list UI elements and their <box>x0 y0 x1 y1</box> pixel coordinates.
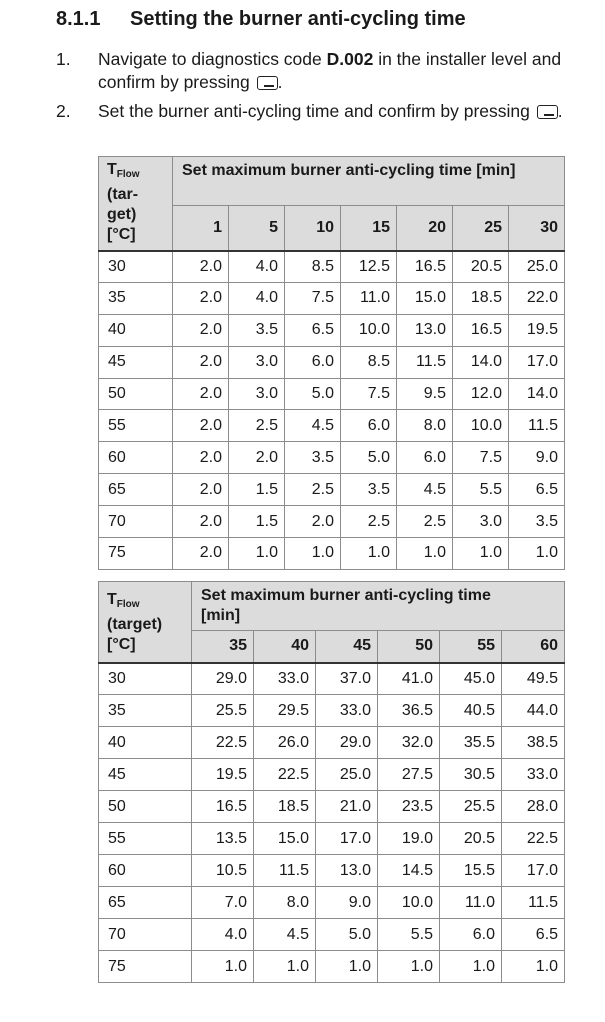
time-value-cell: 5.5 <box>453 474 509 506</box>
header-line: (target) <box>107 616 163 633</box>
step-text-part: Navigate to diagnostics code <box>98 49 327 69</box>
flow-temperature-cell: 35 <box>99 695 192 727</box>
flow-temperature-cell: 35 <box>99 282 173 314</box>
time-value-cell: 1.0 <box>316 951 378 983</box>
time-value-cell: 5.0 <box>341 442 397 474</box>
flow-temperature-cell: 75 <box>99 538 173 570</box>
time-value-cell: 25.0 <box>509 251 565 283</box>
table-row <box>99 538 565 570</box>
header-sub: Flow <box>116 599 140 610</box>
time-value-cell: 4.5 <box>254 919 316 951</box>
anti-cycling-table-1 <box>98 156 565 570</box>
time-value-cell: 10.0 <box>341 314 397 346</box>
time-value-cell: 16.5 <box>192 791 254 823</box>
time-value-cell: 7.5 <box>453 442 509 474</box>
time-value-cell: 13.5 <box>192 823 254 855</box>
time-value-cell: 5.0 <box>316 919 378 951</box>
column-header: 5 <box>229 206 285 251</box>
section-title: Setting the burner anti-cycling time <box>130 8 466 30</box>
table-row <box>99 759 565 791</box>
time-value-cell: 9.0 <box>509 442 565 474</box>
column-header: 1 <box>173 206 229 251</box>
time-value-cell: 8.5 <box>341 346 397 378</box>
time-value-cell: 14.5 <box>378 855 440 887</box>
time-value-cell: 20.5 <box>440 823 502 855</box>
time-value-cell: 2.0 <box>173 251 229 283</box>
table-row <box>99 727 565 759</box>
time-value-cell: 40.5 <box>440 695 502 727</box>
time-value-cell: 33.0 <box>502 759 565 791</box>
time-value-cell: 6.0 <box>341 410 397 442</box>
time-value-cell: 6.0 <box>285 346 341 378</box>
confirm-button-icon <box>537 105 558 119</box>
time-value-cell: 36.5 <box>378 695 440 727</box>
anti-cycling-time-header: Set maximum burner anti-cycling time [min] <box>173 157 565 206</box>
time-value-cell: 2.0 <box>285 506 341 538</box>
step-2 <box>56 100 596 123</box>
time-value-cell: 29.0 <box>192 663 254 695</box>
column-header: 15 <box>341 206 397 251</box>
time-value-cell: 8.0 <box>397 410 453 442</box>
step-number: 1. <box>56 49 71 69</box>
time-value-cell: 3.5 <box>229 314 285 346</box>
flow-temperature-cell: 55 <box>99 823 192 855</box>
table-row <box>99 410 565 442</box>
time-value-cell: 22.5 <box>254 759 316 791</box>
header-line: [min] <box>201 607 241 624</box>
time-value-cell: 29.5 <box>254 695 316 727</box>
time-value-cell: 11.5 <box>397 346 453 378</box>
time-value-cell: 2.5 <box>229 410 285 442</box>
time-value-cell: 11.5 <box>509 410 565 442</box>
time-value-cell: 2.0 <box>173 378 229 410</box>
time-value-cell: 1.0 <box>254 951 316 983</box>
time-value-cell: 8.0 <box>254 887 316 919</box>
time-value-cell: 2.0 <box>229 442 285 474</box>
time-value-cell: 2.0 <box>173 282 229 314</box>
time-value-cell: 17.0 <box>316 823 378 855</box>
time-value-cell: 26.0 <box>254 727 316 759</box>
anti-cycling-table-2 <box>98 581 565 983</box>
time-value-cell: 2.0 <box>173 314 229 346</box>
table-row <box>99 474 565 506</box>
time-value-cell: 9.5 <box>397 378 453 410</box>
flow-temperature-cell: 70 <box>99 506 173 538</box>
table-row <box>99 251 565 283</box>
time-value-cell: 8.5 <box>285 251 341 283</box>
time-value-cell: 28.0 <box>502 791 565 823</box>
time-value-cell: 3.0 <box>453 506 509 538</box>
time-value-cell: 2.0 <box>173 442 229 474</box>
time-value-cell: 5.0 <box>285 378 341 410</box>
time-value-cell: 15.0 <box>254 823 316 855</box>
time-value-cell: 35.5 <box>440 727 502 759</box>
flow-temperature-cell: 65 <box>99 887 192 919</box>
time-value-cell: 1.0 <box>229 538 285 570</box>
time-value-cell: 1.0 <box>440 951 502 983</box>
time-value-cell: 3.5 <box>285 442 341 474</box>
time-value-cell: 12.5 <box>341 251 397 283</box>
table-row <box>99 506 565 538</box>
time-value-cell: 3.0 <box>229 378 285 410</box>
flow-temperature-cell: 65 <box>99 474 173 506</box>
table-row <box>99 791 565 823</box>
time-value-cell: 16.5 <box>453 314 509 346</box>
header-sub: Flow <box>116 169 140 180</box>
time-value-cell: 11.0 <box>440 887 502 919</box>
header-line: (tar- <box>107 186 139 203</box>
time-value-cell: 33.0 <box>254 663 316 695</box>
column-header: 50 <box>378 631 440 663</box>
table-row <box>99 823 565 855</box>
column-header: 20 <box>397 206 453 251</box>
time-value-cell: 1.0 <box>192 951 254 983</box>
time-value-cell: 33.0 <box>316 695 378 727</box>
time-value-cell: 2.0 <box>173 538 229 570</box>
time-value-cell: 32.0 <box>378 727 440 759</box>
step-number: 2. <box>56 101 71 121</box>
time-value-cell: 15.0 <box>397 282 453 314</box>
table-row <box>99 346 565 378</box>
time-value-cell: 4.0 <box>229 282 285 314</box>
flow-temperature-cell: 55 <box>99 410 173 442</box>
time-value-cell: 1.0 <box>285 538 341 570</box>
column-header: 45 <box>316 631 378 663</box>
time-value-cell: 4.0 <box>192 919 254 951</box>
time-value-cell: 13.0 <box>316 855 378 887</box>
flow-temperature-cell: 50 <box>99 791 192 823</box>
time-value-cell: 15.5 <box>440 855 502 887</box>
section-number: 8.1.1 <box>56 8 101 30</box>
time-value-cell: 1.0 <box>378 951 440 983</box>
time-value-cell: 7.0 <box>192 887 254 919</box>
time-value-cell: 7.5 <box>341 378 397 410</box>
time-value-cell: 1.0 <box>453 538 509 570</box>
time-value-cell: 22.5 <box>192 727 254 759</box>
time-value-cell: 9.0 <box>316 887 378 919</box>
time-value-cell: 6.0 <box>440 919 502 951</box>
time-value-cell: 6.5 <box>509 474 565 506</box>
time-value-cell: 2.5 <box>341 506 397 538</box>
flow-temperature-header <box>99 582 192 663</box>
flow-temperature-cell: 30 <box>99 251 173 283</box>
header-line: Set maximum burner anti-cycling time <box>201 587 491 604</box>
time-value-cell: 18.5 <box>254 791 316 823</box>
column-header: 25 <box>453 206 509 251</box>
flow-temperature-cell: 45 <box>99 346 173 378</box>
time-value-cell: 16.5 <box>397 251 453 283</box>
column-header: 30 <box>509 206 565 251</box>
table-row <box>99 887 565 919</box>
time-value-cell: 6.5 <box>285 314 341 346</box>
time-value-cell: 13.0 <box>397 314 453 346</box>
table-row <box>99 855 565 887</box>
table-row <box>99 282 565 314</box>
time-value-cell: 2.5 <box>397 506 453 538</box>
time-value-cell: 3.5 <box>341 474 397 506</box>
time-value-cell: 18.5 <box>453 282 509 314</box>
flow-temperature-cell: 40 <box>99 727 192 759</box>
time-value-cell: 1.5 <box>229 474 285 506</box>
time-value-cell: 22.0 <box>509 282 565 314</box>
time-value-cell: 1.0 <box>502 951 565 983</box>
time-value-cell: 4.5 <box>285 410 341 442</box>
time-value-cell: 11.0 <box>341 282 397 314</box>
confirm-button-icon <box>257 76 278 90</box>
time-value-cell: 38.5 <box>502 727 565 759</box>
time-value-cell: 1.0 <box>341 538 397 570</box>
time-value-cell: 1.5 <box>229 506 285 538</box>
time-value-cell: 3.5 <box>509 506 565 538</box>
column-header: 60 <box>502 631 565 663</box>
time-value-cell: 25.0 <box>316 759 378 791</box>
time-value-cell: 27.5 <box>378 759 440 791</box>
table-row <box>99 442 565 474</box>
section-heading <box>56 8 466 31</box>
time-value-cell: 21.0 <box>316 791 378 823</box>
time-value-cell: 30.5 <box>440 759 502 791</box>
flow-temperature-header <box>99 157 173 251</box>
table-row <box>99 663 565 695</box>
time-value-cell: 22.5 <box>502 823 565 855</box>
time-value-cell: 19.0 <box>378 823 440 855</box>
column-header: 35 <box>192 631 254 663</box>
time-value-cell: 6.5 <box>502 919 565 951</box>
table-row <box>99 378 565 410</box>
time-value-cell: 14.0 <box>453 346 509 378</box>
time-value-cell: 11.5 <box>254 855 316 887</box>
flow-temperature-cell: 30 <box>99 663 192 695</box>
header-line: get) <box>107 206 137 223</box>
column-header: 55 <box>440 631 502 663</box>
time-value-cell: 1.0 <box>397 538 453 570</box>
header-t: T <box>107 591 117 608</box>
time-value-cell: 45.0 <box>440 663 502 695</box>
column-header: 40 <box>254 631 316 663</box>
time-value-cell: 2.5 <box>285 474 341 506</box>
table-row <box>99 314 565 346</box>
time-value-cell: 17.0 <box>502 855 565 887</box>
step-text-end: . <box>277 72 283 92</box>
flow-temperature-cell: 45 <box>99 759 192 791</box>
anti-cycling-time-header <box>192 582 565 631</box>
header-t: T <box>107 161 117 178</box>
time-value-cell: 12.0 <box>453 378 509 410</box>
table-row <box>99 951 565 983</box>
header-line: [°C] <box>107 226 136 243</box>
time-value-cell: 37.0 <box>316 663 378 695</box>
flow-temperature-cell: 50 <box>99 378 173 410</box>
time-value-cell: 2.0 <box>173 474 229 506</box>
time-value-cell: 44.0 <box>502 695 565 727</box>
time-value-cell: 1.0 <box>509 538 565 570</box>
time-value-cell: 7.5 <box>285 282 341 314</box>
time-value-cell: 14.0 <box>509 378 565 410</box>
step-1 <box>56 48 596 94</box>
time-value-cell: 11.5 <box>502 887 565 919</box>
time-value-cell: 2.0 <box>173 346 229 378</box>
time-value-cell: 10.5 <box>192 855 254 887</box>
header-line: [°C] <box>107 636 136 653</box>
time-value-cell: 41.0 <box>378 663 440 695</box>
step-text-end: . <box>557 101 563 121</box>
time-value-cell: 3.0 <box>229 346 285 378</box>
flow-temperature-cell: 75 <box>99 951 192 983</box>
table-row <box>99 919 565 951</box>
flow-temperature-cell: 70 <box>99 919 192 951</box>
flow-temperature-cell: 60 <box>99 442 173 474</box>
time-value-cell: 25.5 <box>440 791 502 823</box>
table-row <box>99 695 565 727</box>
step-text <box>98 100 596 123</box>
flow-temperature-cell: 60 <box>99 855 192 887</box>
diagnostics-code: D.002 <box>326 49 374 69</box>
time-value-cell: 20.5 <box>453 251 509 283</box>
step-text <box>98 48 596 94</box>
time-value-cell: 19.5 <box>192 759 254 791</box>
time-value-cell: 5.5 <box>378 919 440 951</box>
time-value-cell: 23.5 <box>378 791 440 823</box>
time-value-cell: 19.5 <box>509 314 565 346</box>
time-value-cell: 49.5 <box>502 663 565 695</box>
time-value-cell: 10.0 <box>378 887 440 919</box>
time-value-cell: 17.0 <box>509 346 565 378</box>
time-value-cell: 10.0 <box>453 410 509 442</box>
time-value-cell: 2.0 <box>173 506 229 538</box>
time-value-cell: 2.0 <box>173 410 229 442</box>
time-value-cell: 6.0 <box>397 442 453 474</box>
step-text-part: in the installer level and confirm by pressing <box>98 49 562 92</box>
time-value-cell: 29.0 <box>316 727 378 759</box>
time-value-cell: 25.5 <box>192 695 254 727</box>
column-header: 10 <box>285 206 341 251</box>
step-text-part: Set the burner anti-cycling time and confirm by pressing <box>98 101 535 121</box>
time-value-cell: 4.0 <box>229 251 285 283</box>
time-value-cell: 4.5 <box>397 474 453 506</box>
flow-temperature-cell: 40 <box>99 314 173 346</box>
